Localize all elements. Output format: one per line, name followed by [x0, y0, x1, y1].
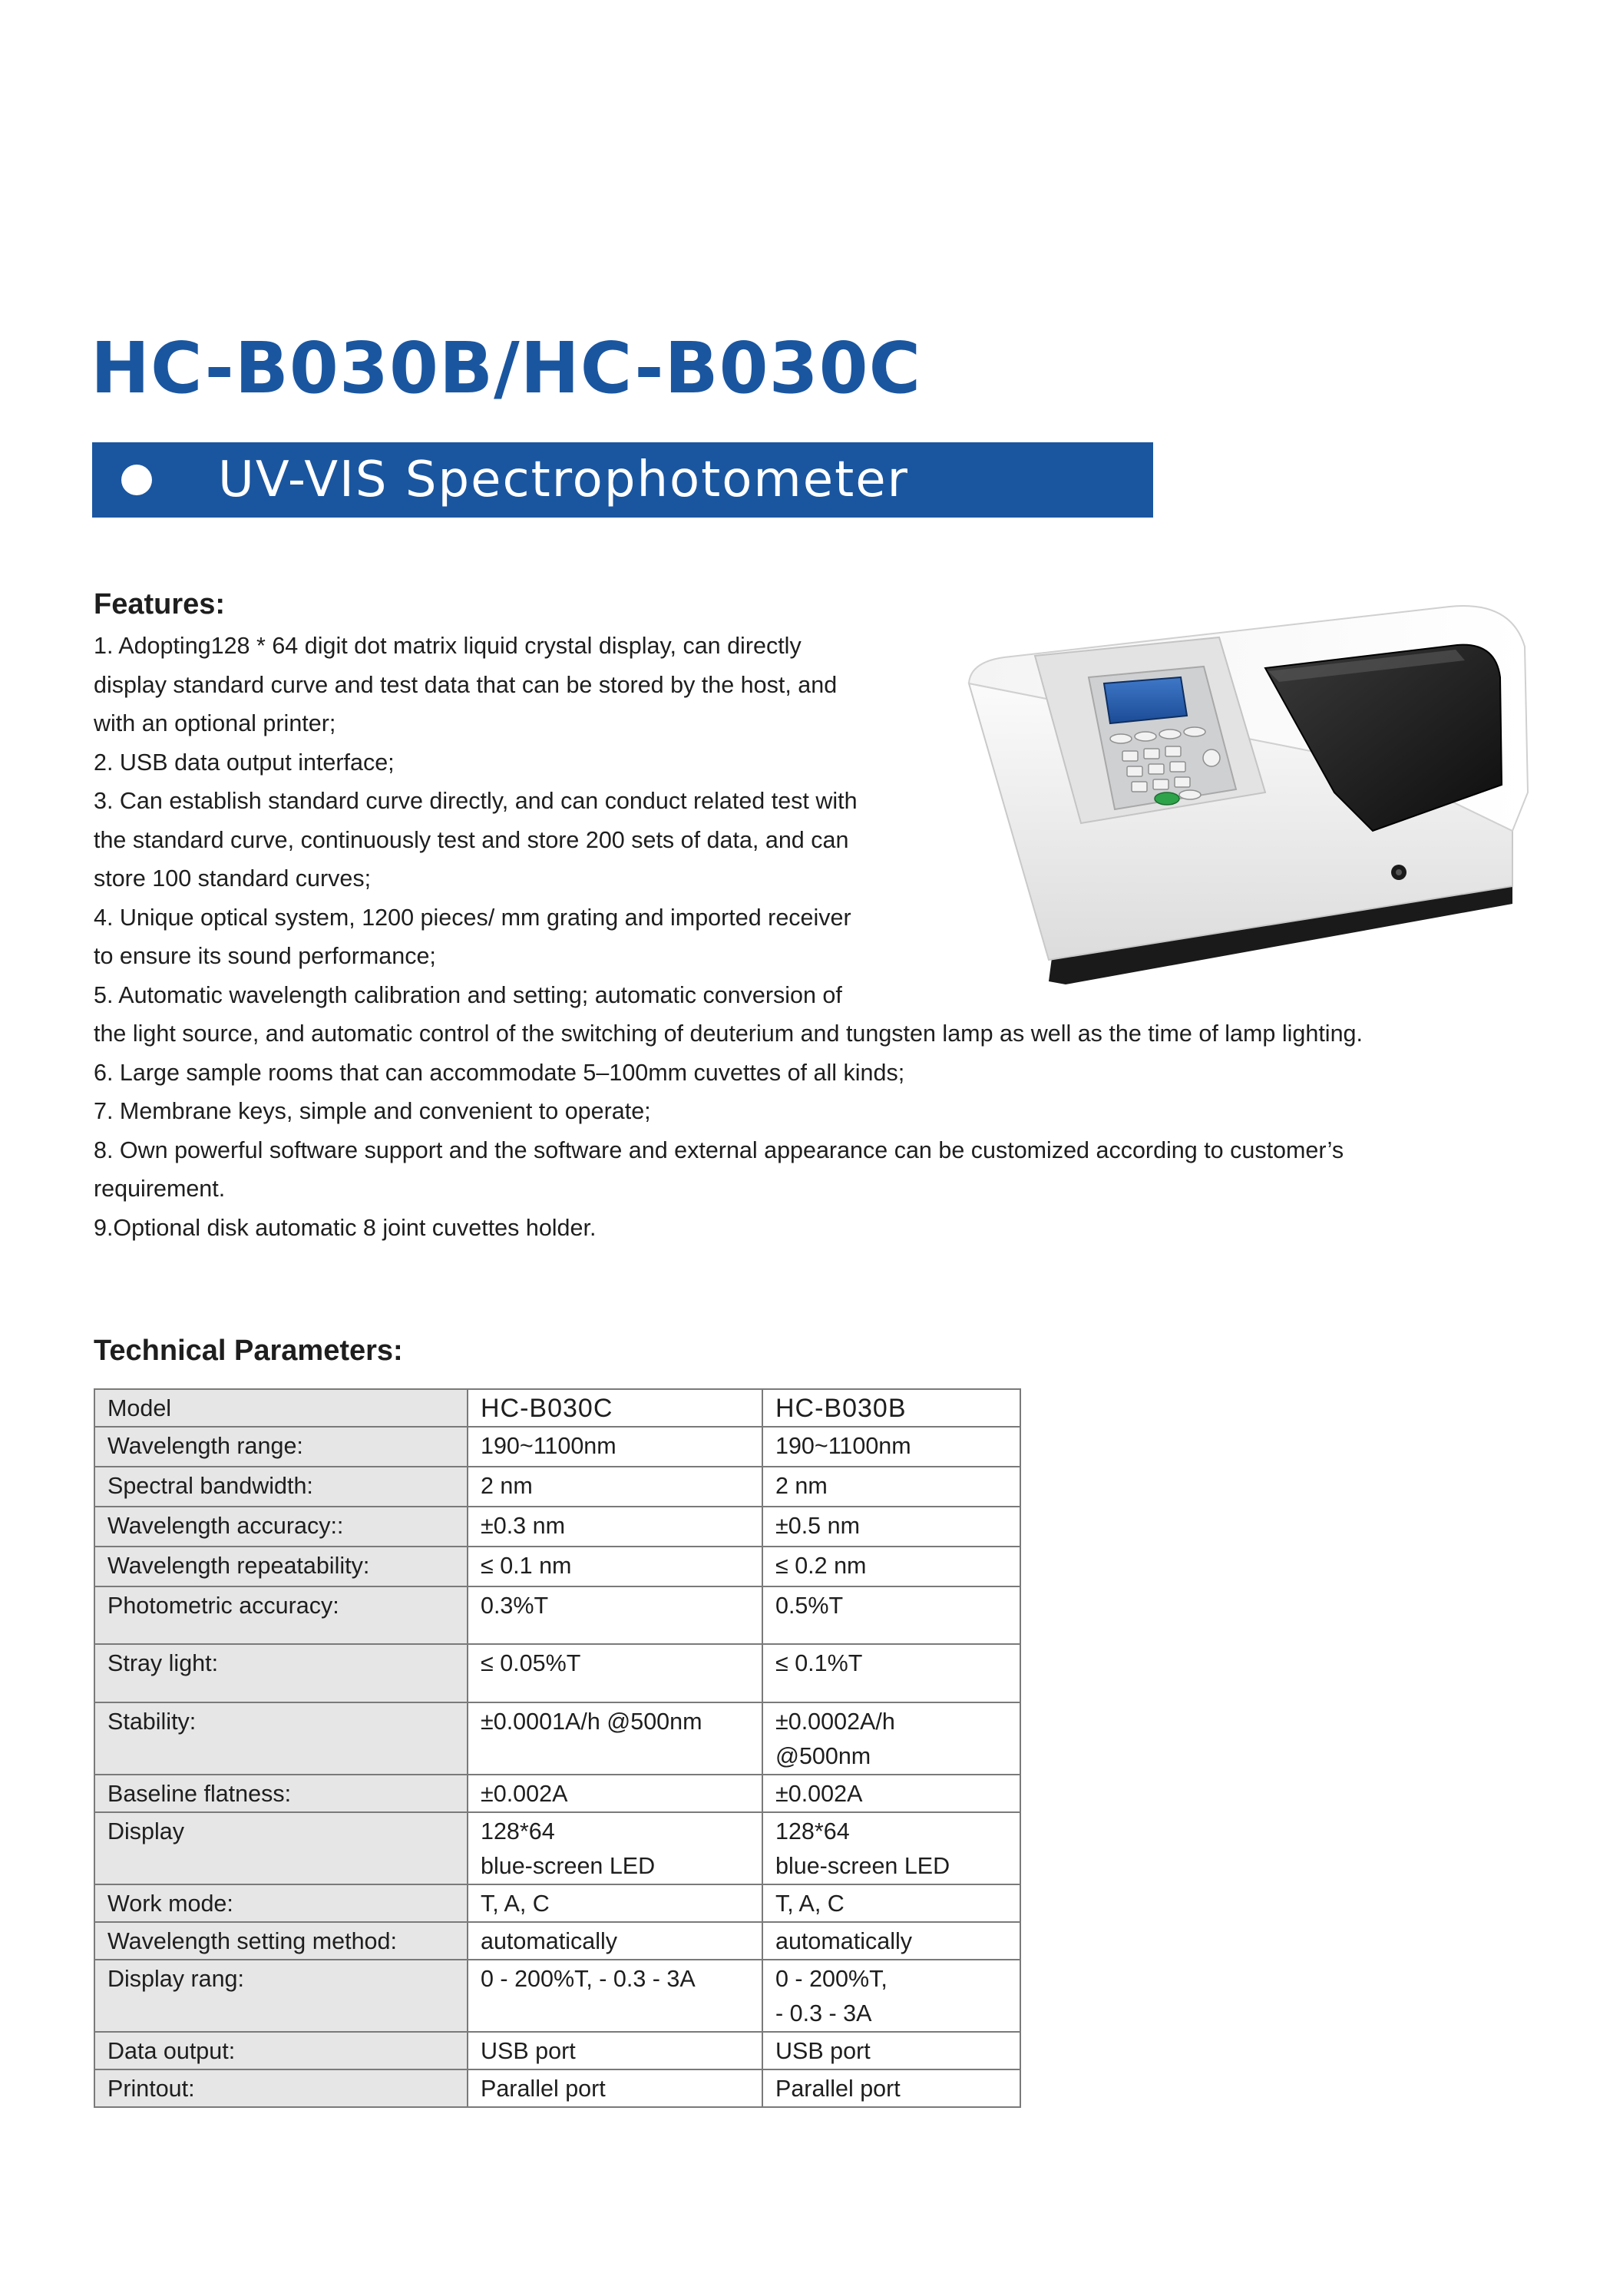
param-value-hc-b030c: ±0.002A [468, 1775, 762, 1812]
param-label: Wavelength range: [94, 1427, 468, 1467]
table-row [94, 1702, 1020, 1775]
technical-parameters-table [94, 1388, 1021, 2108]
page-title: HC-B030B/HC-B030C [91, 327, 922, 409]
param-value-hc-b030c: ≤ 0.05%T [468, 1644, 762, 1702]
param-label: Display [94, 1812, 468, 1884]
param-value-hc-b030b: 0.5%T [762, 1586, 1020, 1644]
param-value-hc-b030c: USB port [468, 2032, 762, 2069]
param-value-hc-b030b: 2 nm [762, 1467, 1020, 1507]
product-category-banner [92, 442, 1153, 518]
param-value-hc-b030c: 0.3%T [468, 1586, 762, 1644]
param-value-hc-b030c: ±0.3 nm [468, 1507, 762, 1547]
table-row [94, 1467, 1020, 1507]
feature-line: store 100 standard curves; [94, 865, 372, 892]
param-label: Stray light: [94, 1644, 468, 1702]
param-value-hc-b030b: 0 - 200%T, - 0.3 - 3A [762, 1960, 1020, 2032]
param-value-hc-b030c: Parallel port [468, 2069, 762, 2107]
param-value-hc-b030b: T, A, C [762, 1884, 1020, 1922]
param-value-hc-b030b: automatically [762, 1922, 1020, 1960]
param-label: Spectral bandwidth: [94, 1467, 468, 1507]
param-value-hc-b030b: ≤ 0.2 nm [762, 1547, 1020, 1586]
param-value-hc-b030c: 190~1100nm [468, 1427, 762, 1467]
param-value-hc-b030c: HC-B030C [468, 1389, 762, 1427]
param-value-hc-b030c: 0 - 200%T, - 0.3 - 3A [468, 1960, 762, 2032]
technical-parameters-heading: Technical Parameters: [94, 1335, 403, 1367]
param-value-hc-b030c: 128*64 blue-screen LED [468, 1812, 762, 1884]
table-row [94, 1547, 1020, 1586]
banner-text: UV-VIS Spectrophotometer [218, 452, 909, 508]
feature-line: display standard curve and test data that can be stored by the host, and [94, 671, 838, 698]
param-value-hc-b030b: ±0.0002A/h @500nm [762, 1702, 1020, 1775]
param-label: Work mode: [94, 1884, 468, 1922]
param-label: Stability: [94, 1702, 468, 1775]
feature-line: 9.Optional disk automatic 8 joint cuvettes holder. [94, 1214, 597, 1241]
feature-line: 8. Own powerful software support and the software and external appearance can be customized according to customer’s [94, 1136, 1344, 1163]
param-value-hc-b030c: ±0.0001A/h @500nm [468, 1702, 762, 1775]
param-value-hc-b030c: automatically [468, 1922, 762, 1960]
feature-line: requirement. [94, 1176, 226, 1202]
param-label: Printout: [94, 2069, 468, 2107]
param-value-hc-b030b: 190~1100nm [762, 1427, 1020, 1467]
features-heading: Features: [94, 588, 226, 620]
param-value-hc-b030b: ±0.002A [762, 1775, 1020, 1812]
feature-line: 7. Membrane keys, simple and convenient to operate; [94, 1098, 651, 1124]
param-value-hc-b030b: ≤ 0.1%T [762, 1644, 1020, 1702]
table-row [94, 1884, 1020, 1922]
param-label: Data output: [94, 2032, 468, 2069]
param-label: Wavelength accuracy:: [94, 1507, 468, 1547]
param-label: Photometric accuracy: [94, 1586, 468, 1644]
table-row [94, 1922, 1020, 1960]
param-value-hc-b030b: 128*64 blue-screen LED [762, 1812, 1020, 1884]
param-value-hc-b030b: HC-B030B [762, 1389, 1020, 1427]
feature-line: to ensure its sound performance; [94, 943, 436, 969]
table-row [94, 1586, 1020, 1644]
feature-line: 1. Adopting128 * 64 digit dot matrix liquid crystal display, can directly [94, 633, 802, 659]
param-value-hc-b030c: T, A, C [468, 1884, 762, 1922]
param-label: Baseline flatness: [94, 1775, 468, 1812]
table-row [94, 1644, 1020, 1702]
param-value-hc-b030c: ≤ 0.1 nm [468, 1547, 762, 1586]
param-value-hc-b030b: USB port [762, 2032, 1020, 2069]
param-label: Display rang: [94, 1960, 468, 2032]
table-row [94, 1775, 1020, 1812]
bullet-dot-icon [121, 465, 152, 495]
feature-line: 6. Large sample rooms that can accommodate 5–100mm cuvettes of all kinds; [94, 1059, 905, 1086]
param-value-hc-b030b: Parallel port [762, 2069, 1020, 2107]
param-value-hc-b030c: 2 nm [468, 1467, 762, 1507]
param-label: Wavelength repeatability: [94, 1547, 468, 1586]
table-row [94, 1812, 1020, 1884]
param-value-hc-b030b: ±0.5 nm [762, 1507, 1020, 1547]
feature-line: 4. Unique optical system, 1200 pieces/ mm grating and imported receiver [94, 904, 851, 931]
table-row [94, 1960, 1020, 2032]
spectrophotometer-image [958, 600, 1535, 1000]
table-row [94, 1389, 1020, 1427]
feature-line: with an optional printer; [94, 710, 336, 736]
param-label: Model [94, 1389, 468, 1427]
table-row [94, 1427, 1020, 1467]
feature-line: 5. Automatic wavelength calibration and setting; automatic conversion of [94, 981, 842, 1008]
feature-line: the light source, and automatic control of the switching of deuterium and tungsten lamp as well as the time of lamp lighting. [94, 1021, 1363, 1047]
param-label: Wavelength setting method: [94, 1922, 468, 1960]
feature-line: 3. Can establish standard curve directly, and can conduct related test with [94, 788, 858, 814]
table-row [94, 2032, 1020, 2069]
table-row [94, 1507, 1020, 1547]
feature-line: 2. USB data output interface; [94, 749, 395, 776]
table-row [94, 2069, 1020, 2107]
feature-line: the standard curve, continuously test and store 200 sets of data, and can [94, 826, 849, 853]
